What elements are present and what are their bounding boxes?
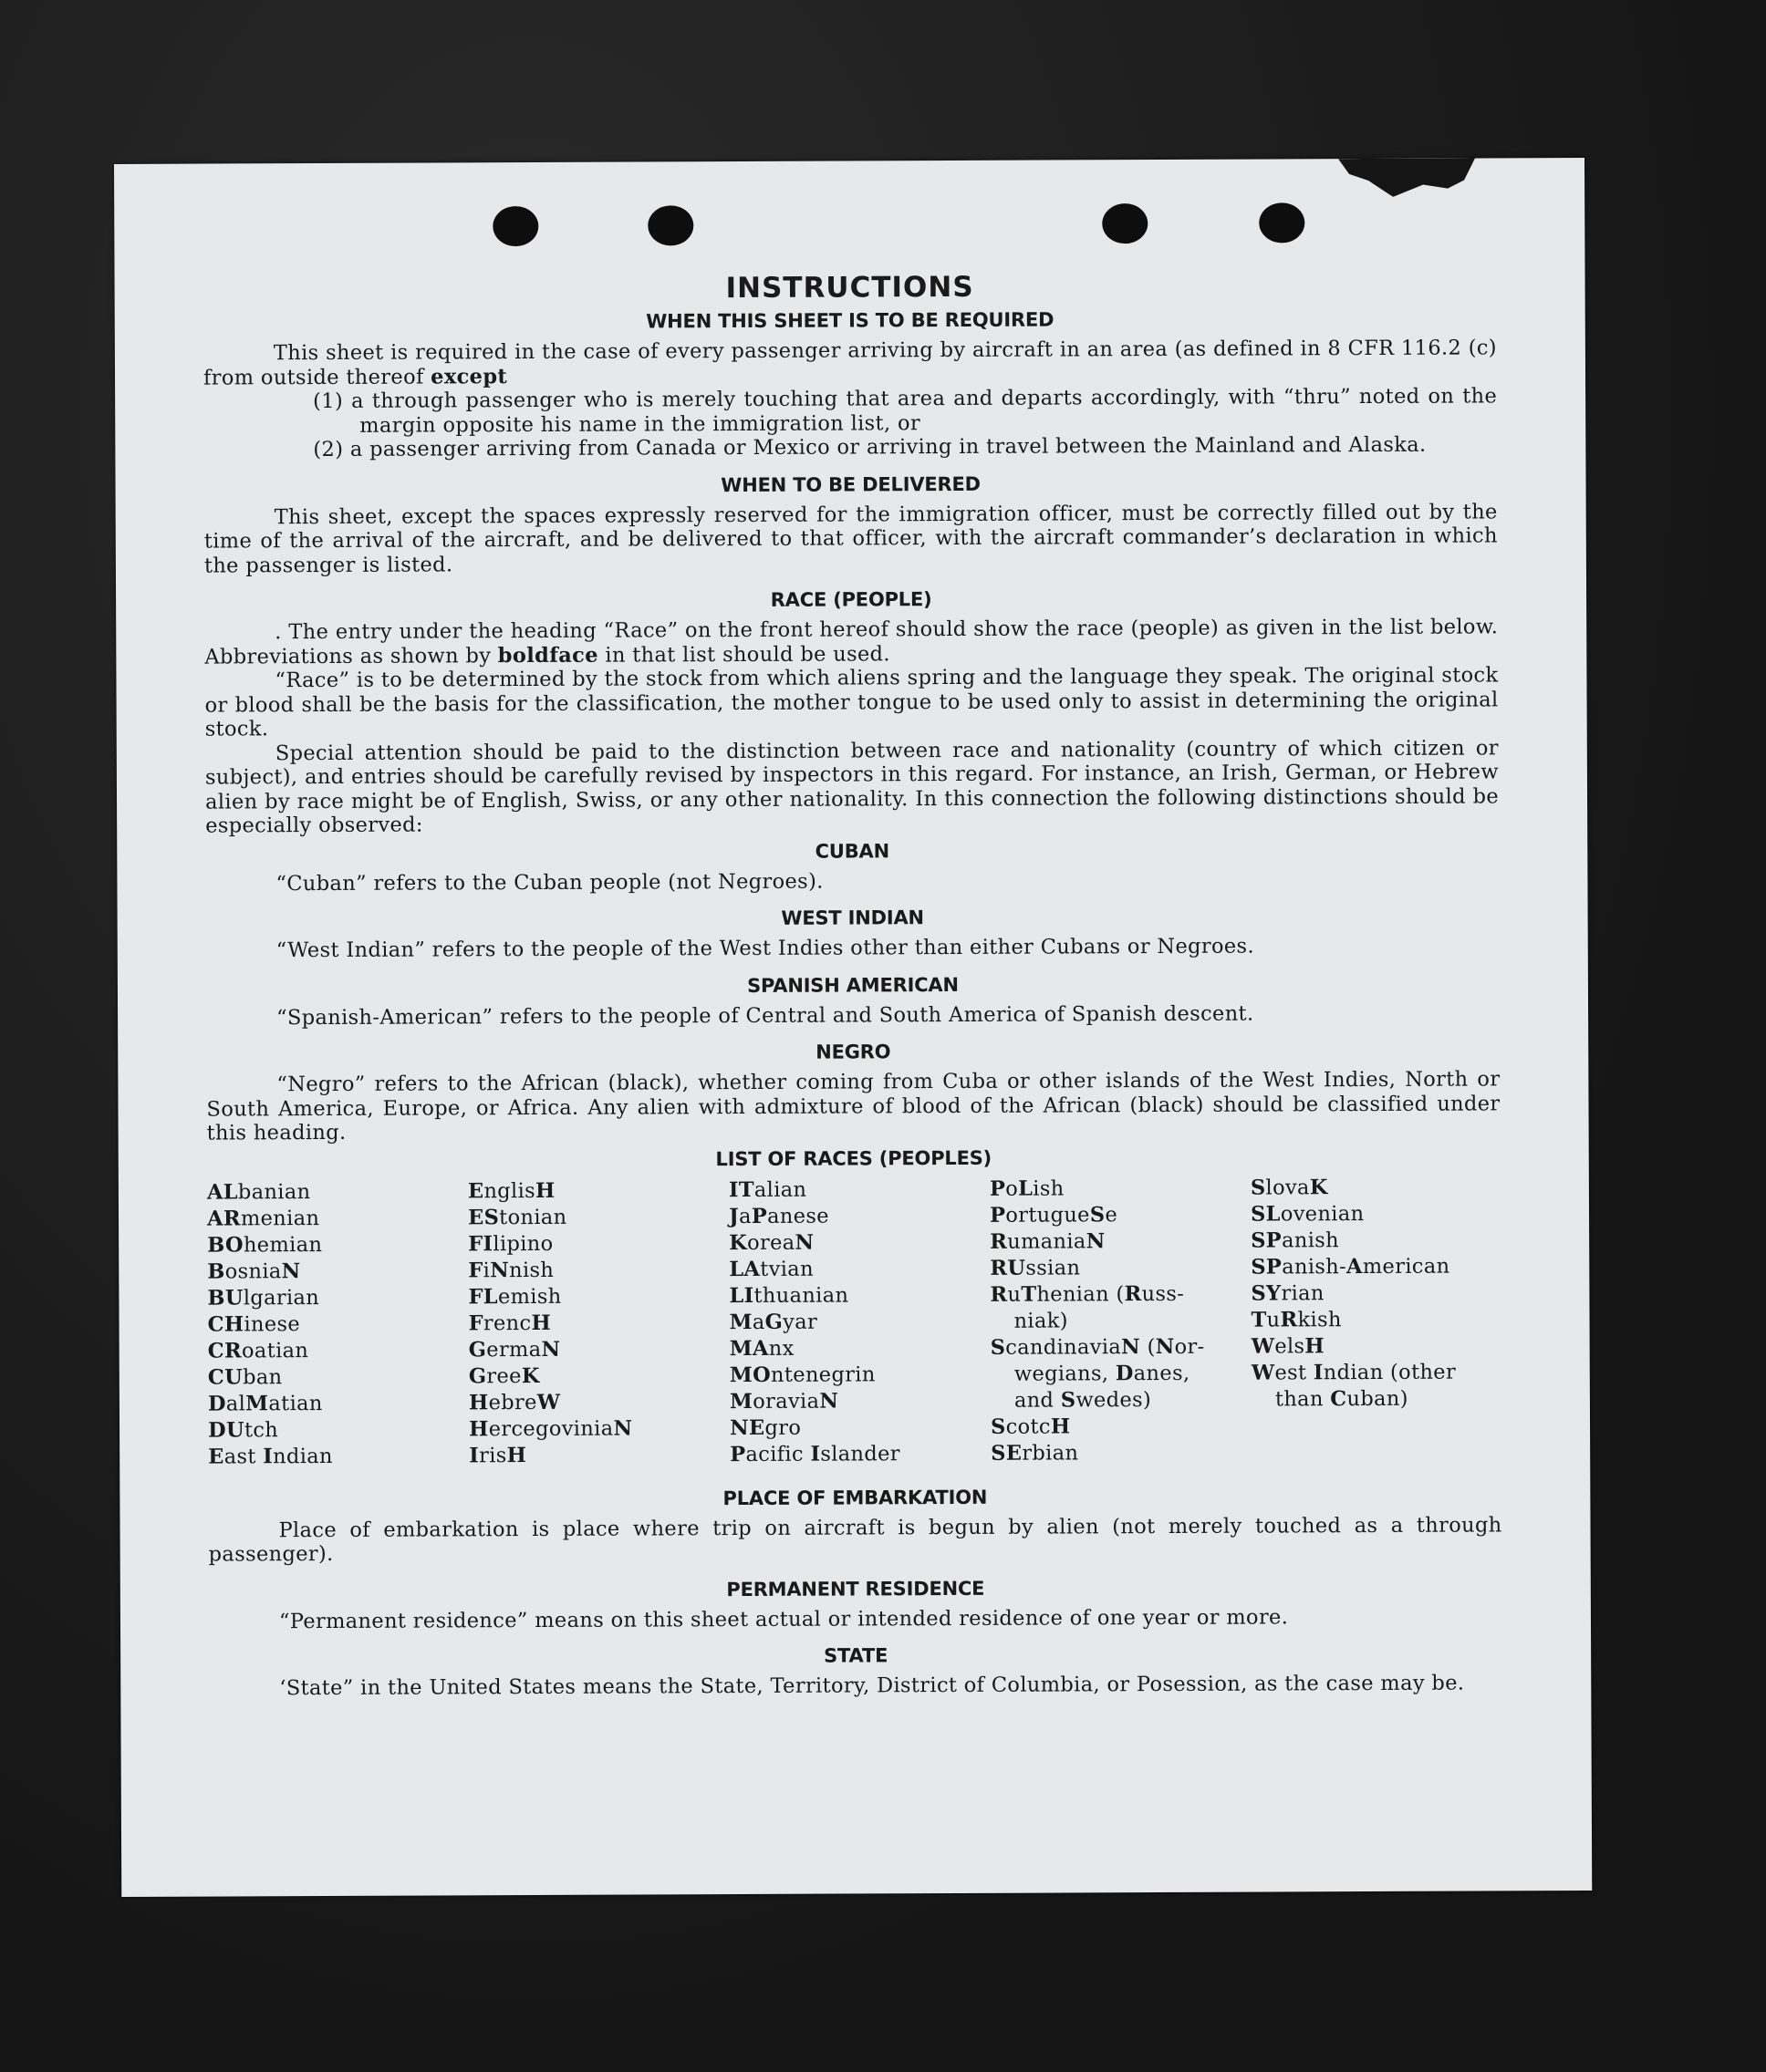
heading-embarkation: PLACE OF EMBARKATION bbox=[722, 1486, 988, 1509]
heading-race: RACE (PEOPLE) bbox=[770, 588, 932, 611]
instructions-content bbox=[203, 267, 1503, 1701]
punch-hole bbox=[493, 206, 538, 246]
race-entry: KoreaN bbox=[729, 1230, 815, 1255]
race-entry: WelsH bbox=[1251, 1333, 1325, 1359]
race-entry: NEgro bbox=[729, 1415, 802, 1440]
race-entry: EStonian bbox=[467, 1205, 567, 1229]
heading-spanish-american: SPANISH AMERICAN bbox=[746, 973, 959, 997]
race-entry: East Indian bbox=[208, 1444, 333, 1469]
state-text: ‘State” in the United States means the State, Territory, District of Columbia, or Posession, as the case may be. bbox=[279, 1671, 1465, 1701]
delivered-text: This sheet, except the spaces expressly reserved for the immigration officer, must be correctly filled out by the time of the arrival of the aircraft, and be delivered to that officer, with the aircraft commander’s declaration in which the passenger is listed. bbox=[203, 499, 1498, 578]
required-item-2: (2) a passenger arriving from Canada or Mexico or arriving in travel between the Mainland and Alaska. bbox=[313, 432, 1427, 462]
race-entry: SlovaK bbox=[1250, 1175, 1328, 1200]
race-entry: RUssian bbox=[990, 1255, 1081, 1280]
races-column bbox=[729, 1176, 991, 1467]
race-entry: BUlgarian bbox=[207, 1285, 320, 1311]
race-entry: RuThenian (Russ- bbox=[990, 1281, 1185, 1307]
race-entry: EnglisH bbox=[467, 1178, 556, 1203]
heading-cuban: CUBAN bbox=[815, 839, 890, 863]
races-column bbox=[468, 1177, 730, 1469]
required-item-1: (1) a through passenger who is merely touching that area and departs accordingly, with “thru” noted on the margin opposite his name in the immigration list, or bbox=[313, 384, 1498, 438]
heading-required: WHEN THIS SHEET IS TO BE REQUIRED bbox=[646, 308, 1054, 333]
race-entry: GreeK bbox=[468, 1363, 540, 1388]
race-entry: BOhemian bbox=[207, 1232, 323, 1258]
race-entry: FLemish bbox=[468, 1284, 562, 1309]
race-entry: ScotcH bbox=[990, 1414, 1071, 1439]
residence-text: “Permanent residence” means on this sheet actual or intended residence of one year or more. bbox=[278, 1604, 1289, 1633]
race-paragraph-2: “Race” is to be determined by the stock from which aliens spring and the language they speak. The original stock or blood shall be the basis for the classification, the mother tongue to be used only to assist in determining the original stock. bbox=[204, 663, 1499, 741]
race-entry: PortugueSe bbox=[989, 1202, 1118, 1228]
heading-delivered: WHEN TO BE DELIVERED bbox=[721, 472, 981, 496]
race-entry: TuRkish bbox=[1251, 1307, 1342, 1332]
heading-negro: NEGRO bbox=[815, 1041, 891, 1063]
races-list bbox=[207, 1174, 1501, 1470]
race-entry: FiNnish bbox=[468, 1258, 555, 1282]
race-entry: MOntenegrin bbox=[729, 1362, 876, 1387]
race-entry: IrisH bbox=[469, 1443, 527, 1467]
race-entry: ScandinaviaN (Nor- bbox=[990, 1334, 1205, 1360]
race-entry: MoraviaN bbox=[729, 1389, 839, 1414]
punch-hole bbox=[1102, 203, 1148, 243]
race-entry: niak) bbox=[1013, 1308, 1068, 1333]
race-entry: LAtvian bbox=[729, 1257, 814, 1281]
race-entry: CUban bbox=[207, 1364, 283, 1390]
race-entry: SErbian bbox=[991, 1440, 1079, 1466]
punch-hole bbox=[1259, 202, 1304, 243]
race-entry: MAnx bbox=[729, 1336, 795, 1361]
race-entry: FrencH bbox=[468, 1311, 552, 1335]
embarkation-text: Place of embarkation is place where trip on aircraft is begun by alien (not merely touched as a through passenger). bbox=[208, 1512, 1502, 1567]
race-entry: JaPanese bbox=[728, 1204, 829, 1228]
west-indian-text: “West Indian” refers to the people of the West Indies other than either Cubans or Negroes. bbox=[275, 934, 1254, 963]
race-entry: SPanish-American bbox=[1251, 1254, 1450, 1279]
race-entry: DalMatian bbox=[207, 1391, 323, 1416]
race-entry: RumaniaN bbox=[990, 1228, 1106, 1254]
race-entry: ITalian bbox=[728, 1177, 807, 1202]
race-entry: BosniaN bbox=[207, 1259, 301, 1284]
races-column bbox=[1251, 1174, 1512, 1466]
race-entry: CRoatian bbox=[207, 1338, 309, 1363]
races-column bbox=[990, 1175, 1252, 1466]
torn-corner bbox=[1338, 158, 1475, 213]
page-title: INSTRUCTIONS bbox=[725, 270, 974, 306]
race-entry: HebreW bbox=[468, 1390, 561, 1414]
race-paragraph-1: . The entry under the heading “Race” on the front hereof should show the race (people) as given in the list below. Abbreviations as shown by boldface in that list should be used. bbox=[204, 615, 1499, 669]
race-entry: SPanish bbox=[1251, 1228, 1339, 1253]
races-column bbox=[207, 1178, 469, 1470]
race-entry: DUtch bbox=[208, 1417, 279, 1443]
heading-west-indian: WEST INDIAN bbox=[781, 906, 924, 929]
race-entry: MaGyar bbox=[729, 1310, 818, 1334]
race-entry: CHinese bbox=[207, 1311, 301, 1337]
race-entry: ALbanian bbox=[206, 1179, 311, 1205]
race-entry: SLovenian bbox=[1250, 1201, 1365, 1227]
race-entry: SYrian bbox=[1251, 1280, 1324, 1306]
race-entry: HercegoviniaN bbox=[468, 1416, 633, 1441]
race-entry: than Cuban) bbox=[1274, 1386, 1408, 1411]
race-paragraph-3: Special attention should be paid to the distinction between race and nationality (country of which citizen or subject), and entries should be carefully revised by inspectors in this regard. For instance, an Irish, German, or Hebrew alien by race might be of English, Swiss, or any other nationality. In this connection the following distinctions should be especially observed: bbox=[204, 735, 1500, 838]
race-entry: Pacific Islander bbox=[730, 1441, 900, 1466]
race-entry: FIlipino bbox=[468, 1231, 554, 1256]
race-entry: GermaN bbox=[468, 1337, 561, 1362]
race-entry: West Indian (other bbox=[1251, 1360, 1457, 1385]
race-entry: PoLish bbox=[989, 1176, 1065, 1201]
required-intro: This sheet is required in the case of every passenger arriving by aircraft in an area (as defined in 8 CFR 116.2 (c) from outside thereof except bbox=[203, 336, 1497, 390]
race-entry: LIthuanian bbox=[729, 1282, 849, 1308]
heading-residence: PERMANENT RESIDENCE bbox=[726, 1577, 985, 1601]
race-entry: ARmenian bbox=[206, 1206, 320, 1231]
spanish-american-text: “Spanish-American” refers to the people of Central and South America of Spanish descent. bbox=[276, 1001, 1254, 1030]
document-sheet bbox=[114, 158, 1592, 1897]
race-entry: and Swedes) bbox=[1013, 1387, 1152, 1413]
heading-list-of-races: LIST OF RACES (PEOPLES) bbox=[715, 1146, 992, 1170]
cuban-text: “Cuban” refers to the Cuban people (not Negroes). bbox=[275, 869, 824, 896]
punch-hole bbox=[648, 205, 693, 245]
negro-text: “Negro” refers to the African (black), whether coming from Cuba or other islands of the West Indies, North or South America, Europe, or Africa. Any alien with admixture of blood of the African (black) should be classified under this heading. bbox=[206, 1067, 1501, 1145]
heading-state: STATE bbox=[824, 1644, 888, 1667]
race-entry: wegians, Danes, bbox=[1013, 1361, 1190, 1386]
